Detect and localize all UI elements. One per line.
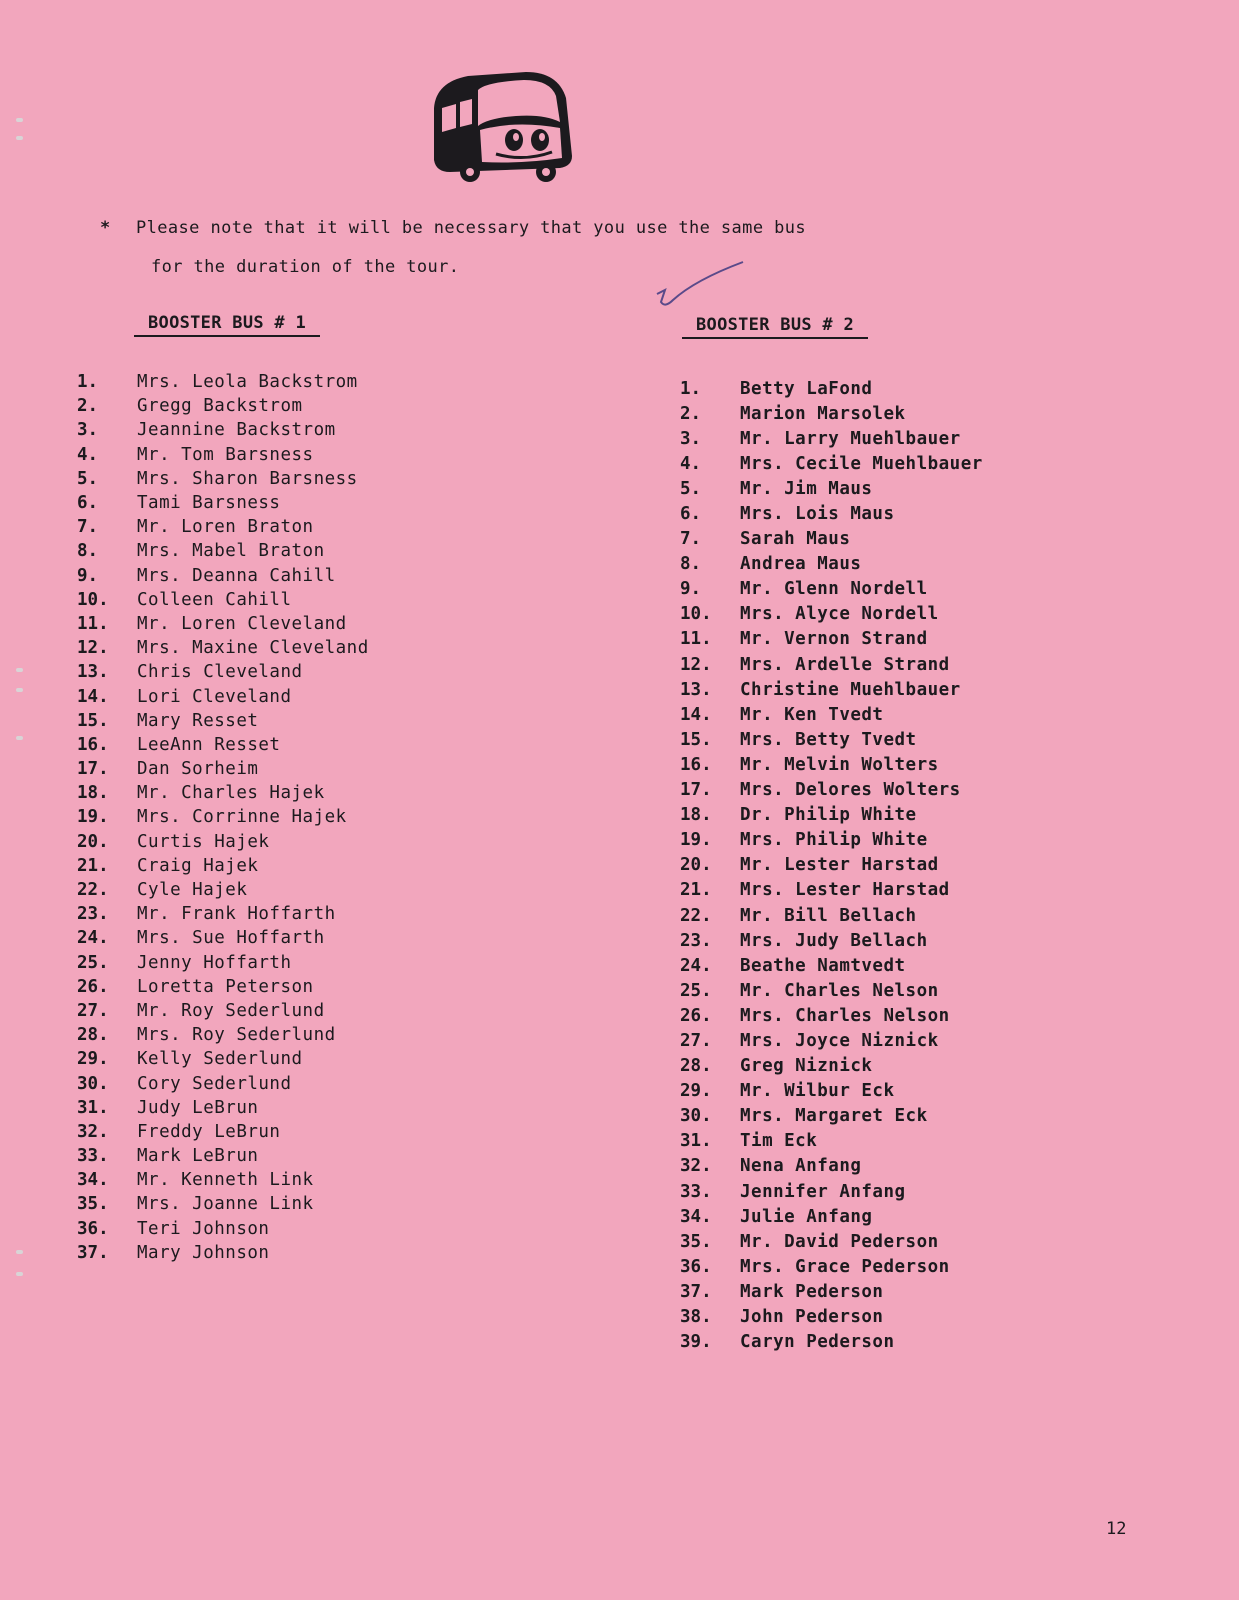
passenger-list-item xyxy=(77,684,369,708)
passenger-name: Mrs. Betty Tvedt xyxy=(740,729,917,750)
passenger-number: 33. xyxy=(680,1181,712,1202)
passenger-number: 4. xyxy=(680,453,702,474)
passenger-number: 24. xyxy=(77,928,109,949)
passenger-number: 1. xyxy=(77,372,99,393)
note-line-2: for the duration of the tour. xyxy=(151,257,460,277)
passenger-name: Mrs. Margaret Eck xyxy=(740,1106,928,1127)
passenger-name: Mrs. Sue Hoffarth xyxy=(137,928,325,949)
passenger-list-item xyxy=(77,564,369,588)
passenger-number: 30. xyxy=(77,1073,109,1094)
passenger-number: 15. xyxy=(77,710,109,731)
passenger-number: 2. xyxy=(77,396,99,417)
passenger-list-item xyxy=(77,1217,369,1241)
passenger-list-item xyxy=(77,515,369,539)
passenger-name: Kelly Sederlund xyxy=(137,1049,303,1070)
passenger-number: 12. xyxy=(77,638,109,659)
passenger-name: Mr. Loren Braton xyxy=(137,517,314,538)
passenger-number: 30. xyxy=(680,1106,712,1127)
passenger-number: 2. xyxy=(680,403,702,424)
passenger-name: Teri Johnson xyxy=(137,1218,270,1239)
passenger-list-item xyxy=(680,476,983,501)
passenger-number: 35. xyxy=(680,1231,712,1252)
passenger-list-item xyxy=(77,999,369,1023)
passenger-list-item xyxy=(680,401,983,426)
passenger-number: 38. xyxy=(680,1307,712,1328)
passenger-name: Beathe Namtvedt xyxy=(740,955,906,976)
passenger-list-item xyxy=(680,752,983,777)
passenger-number: 28. xyxy=(77,1025,109,1046)
passenger-name: Dan Sorheim xyxy=(137,759,259,780)
passenger-list-item xyxy=(680,1154,983,1179)
passenger-name: Mrs. Judy Bellach xyxy=(740,930,928,951)
passenger-number: 7. xyxy=(680,529,702,550)
page-number: 12 xyxy=(1106,1519,1127,1539)
passenger-list-item xyxy=(77,612,369,636)
passenger-list-item xyxy=(77,902,369,926)
passenger-list-item xyxy=(680,1054,983,1079)
passenger-name: Betty LaFond xyxy=(740,378,873,399)
passenger-number: 10. xyxy=(77,589,109,610)
passenger-name: Mrs. Sharon Barsness xyxy=(137,468,358,489)
passenger-list-item xyxy=(680,953,983,978)
passenger-list-item xyxy=(77,660,369,684)
passenger-list-item xyxy=(680,1330,983,1355)
passenger-number: 31. xyxy=(77,1097,109,1118)
passenger-list-item xyxy=(680,978,983,1003)
passenger-list-item xyxy=(77,443,369,467)
passenger-number: 16. xyxy=(680,754,712,775)
passenger-name: Mrs. Joyce Niznick xyxy=(740,1030,939,1051)
passenger-number: 36. xyxy=(77,1218,109,1239)
passenger-number: 9. xyxy=(77,565,99,586)
passenger-list-item xyxy=(680,1104,983,1129)
passenger-number: 19. xyxy=(680,830,712,851)
passenger-name: Mrs. Lois Maus xyxy=(740,504,895,525)
note-asterisk: * xyxy=(100,218,111,238)
passenger-list-item xyxy=(680,803,983,828)
passenger-list-item xyxy=(680,451,983,476)
passenger-number: 1. xyxy=(680,378,702,399)
tour-note xyxy=(100,218,806,238)
passenger-list-item xyxy=(77,951,369,975)
passenger-list-item xyxy=(680,928,983,953)
passenger-number: 35. xyxy=(77,1194,109,1215)
passenger-name: Mrs. Leola Backstrom xyxy=(137,372,358,393)
passenger-name: Loretta Peterson xyxy=(137,976,314,997)
binder-hole xyxy=(16,118,23,122)
passenger-name: Mrs. Alyce Nordell xyxy=(740,604,939,625)
passenger-name: Mrs. Philip White xyxy=(740,830,928,851)
passenger-number: 18. xyxy=(77,783,109,804)
passenger-name: Freddy LeBrun xyxy=(137,1121,281,1142)
passenger-number: 39. xyxy=(680,1332,712,1353)
passenger-number: 26. xyxy=(680,1005,712,1026)
check-mark-icon xyxy=(655,260,755,320)
passenger-list-item xyxy=(680,602,983,627)
passenger-number: 5. xyxy=(680,478,702,499)
passenger-list-item xyxy=(77,588,369,612)
passenger-list-item xyxy=(680,1304,983,1329)
passenger-number: 28. xyxy=(680,1056,712,1077)
passenger-name: Mrs. Ardelle Strand xyxy=(740,654,950,675)
passenger-number: 25. xyxy=(680,980,712,1001)
passenger-name: Lori Cleveland xyxy=(137,686,292,707)
passenger-number: 6. xyxy=(77,493,99,514)
passenger-name: Mrs. Charles Nelson xyxy=(740,1005,950,1026)
passenger-name: Mr. Bill Bellach xyxy=(740,905,917,926)
passenger-number: 32. xyxy=(77,1121,109,1142)
bus-2-passenger-list xyxy=(680,376,983,1355)
passenger-number: 13. xyxy=(77,662,109,683)
bus-1-passenger-list xyxy=(77,370,369,1265)
binder-hole xyxy=(16,136,23,140)
passenger-name: Marion Marsolek xyxy=(740,403,906,424)
passenger-list-item xyxy=(680,426,983,451)
passenger-name: Mrs. Joanne Link xyxy=(137,1194,314,1215)
passenger-list-item xyxy=(77,1192,369,1216)
passenger-name: Gregg Backstrom xyxy=(137,396,303,417)
passenger-list-item xyxy=(680,1003,983,1028)
passenger-list-item xyxy=(680,552,983,577)
passenger-number: 8. xyxy=(77,541,99,562)
passenger-number: 22. xyxy=(680,905,712,926)
passenger-number: 37. xyxy=(77,1242,109,1263)
bus-2-title: BOOSTER BUS # 2 xyxy=(682,315,868,339)
passenger-name: Julie Anfang xyxy=(740,1206,873,1227)
passenger-name: Sarah Maus xyxy=(740,529,851,550)
passenger-number: 5. xyxy=(77,468,99,489)
passenger-name: Mrs. Corrinne Hajek xyxy=(137,807,347,828)
passenger-number: 32. xyxy=(680,1156,712,1177)
passenger-number: 34. xyxy=(77,1170,109,1191)
passenger-number: 26. xyxy=(77,976,109,997)
passenger-number: 21. xyxy=(77,855,109,876)
passenger-list-item xyxy=(680,727,983,752)
passenger-name: Mrs. Roy Sederlund xyxy=(137,1025,336,1046)
passenger-list-item xyxy=(680,1028,983,1053)
note-line-1: Please note that it will be necessary that you use the same bus xyxy=(136,218,806,238)
passenger-list-item xyxy=(77,394,369,418)
passenger-number: 37. xyxy=(680,1281,712,1302)
passenger-name: Mrs. Cecile Muehlbauer xyxy=(740,453,983,474)
passenger-list-item xyxy=(77,757,369,781)
passenger-list-item xyxy=(680,1079,983,1104)
passenger-list-item xyxy=(77,830,369,854)
passenger-name: Mark Pederson xyxy=(740,1281,884,1302)
passenger-list-item xyxy=(680,702,983,727)
passenger-list-item xyxy=(680,1179,983,1204)
passenger-number: 27. xyxy=(680,1030,712,1051)
passenger-list-item xyxy=(680,1279,983,1304)
passenger-name: Mr. Frank Hoffarth xyxy=(137,904,336,925)
passenger-name: Nena Anfang xyxy=(740,1156,862,1177)
passenger-list-item xyxy=(77,1168,369,1192)
passenger-name: Mrs. Mabel Braton xyxy=(137,541,325,562)
passenger-list-item xyxy=(680,878,983,903)
passenger-number: 12. xyxy=(680,654,712,675)
passenger-name: Mr. Kenneth Link xyxy=(137,1170,314,1191)
passenger-number: 9. xyxy=(680,579,702,600)
passenger-list-item xyxy=(77,733,369,757)
passenger-name: LeeAnn Resset xyxy=(137,734,281,755)
passenger-number: 29. xyxy=(680,1081,712,1102)
passenger-number: 21. xyxy=(680,880,712,901)
passenger-list-item xyxy=(680,1204,983,1229)
passenger-number: 19. xyxy=(77,807,109,828)
passenger-list-item xyxy=(680,577,983,602)
passenger-name: Andrea Maus xyxy=(740,554,862,575)
passenger-number: 25. xyxy=(77,952,109,973)
passenger-number: 20. xyxy=(680,855,712,876)
passenger-number: 3. xyxy=(680,428,702,449)
passenger-name: Mrs. Lester Harstad xyxy=(740,880,950,901)
passenger-list-item xyxy=(77,1144,369,1168)
passenger-name: Mrs. Deanna Cahill xyxy=(137,565,336,586)
passenger-name: Mr. Charles Nelson xyxy=(740,980,939,1001)
passenger-name: Mr. Melvin Wolters xyxy=(740,754,939,775)
passenger-number: 29. xyxy=(77,1049,109,1070)
passenger-name: Chris Cleveland xyxy=(137,662,303,683)
passenger-name: Mr. Roy Sederlund xyxy=(137,1000,325,1021)
passenger-list-item xyxy=(680,853,983,878)
passenger-name: Colleen Cahill xyxy=(137,589,292,610)
passenger-name: Mr. Loren Cleveland xyxy=(137,613,347,634)
passenger-name: Mr. Wilbur Eck xyxy=(740,1081,895,1102)
passenger-number: 3. xyxy=(77,420,99,441)
passenger-list-item xyxy=(77,1096,369,1120)
passenger-number: 8. xyxy=(680,554,702,575)
passenger-number: 13. xyxy=(680,679,712,700)
passenger-name: Jeannine Backstrom xyxy=(137,420,336,441)
passenger-number: 11. xyxy=(680,629,712,650)
passenger-list-item xyxy=(77,539,369,563)
passenger-name: Mr. Lester Harstad xyxy=(740,855,939,876)
passenger-number: 24. xyxy=(680,955,712,976)
bus-illustration-icon xyxy=(426,68,576,184)
passenger-name: Caryn Pederson xyxy=(740,1332,895,1353)
binder-hole xyxy=(16,688,23,692)
passenger-list-item xyxy=(77,926,369,950)
binder-hole xyxy=(16,1272,23,1276)
passenger-name: Jenny Hoffarth xyxy=(137,952,292,973)
passenger-name: Curtis Hajek xyxy=(137,831,270,852)
passenger-list-item xyxy=(77,370,369,394)
passenger-name: Tami Barsness xyxy=(137,493,281,514)
passenger-list-item xyxy=(680,1129,983,1154)
passenger-list-item xyxy=(77,975,369,999)
passenger-list-item xyxy=(680,828,983,853)
passenger-number: 23. xyxy=(680,930,712,951)
passenger-number: 22. xyxy=(77,880,109,901)
binder-hole xyxy=(16,1250,23,1254)
passenger-number: 16. xyxy=(77,734,109,755)
passenger-name: Mrs. Maxine Cleveland xyxy=(137,638,369,659)
passenger-list-item xyxy=(680,677,983,702)
passenger-name: Mr. Ken Tvedt xyxy=(740,704,884,725)
passenger-number: 27. xyxy=(77,1000,109,1021)
passenger-name: Mr. Tom Barsness xyxy=(137,444,314,465)
passenger-list-item xyxy=(77,1023,369,1047)
passenger-list-item xyxy=(77,1241,369,1265)
passenger-name: Mark LeBrun xyxy=(137,1146,259,1167)
passenger-number: 36. xyxy=(680,1256,712,1277)
passenger-list-item xyxy=(77,781,369,805)
passenger-list-item xyxy=(77,709,369,733)
passenger-name: Cory Sederlund xyxy=(137,1073,292,1094)
passenger-number: 20. xyxy=(77,831,109,852)
passenger-list-item xyxy=(77,418,369,442)
passenger-list-item xyxy=(77,1047,369,1071)
binder-hole xyxy=(16,668,23,672)
passenger-number: 23. xyxy=(77,904,109,925)
bus-1-title: BOOSTER BUS # 1 xyxy=(134,313,320,337)
passenger-list-item xyxy=(77,1120,369,1144)
passenger-number: 4. xyxy=(77,444,99,465)
passenger-number: 18. xyxy=(680,805,712,826)
passenger-list-item xyxy=(680,501,983,526)
passenger-name: Dr. Philip White xyxy=(740,805,917,826)
passenger-number: 33. xyxy=(77,1146,109,1167)
passenger-list-item xyxy=(77,1071,369,1095)
passenger-number: 11. xyxy=(77,613,109,634)
passenger-name: Mary Johnson xyxy=(137,1242,270,1263)
passenger-name: Mr. David Pederson xyxy=(740,1231,939,1252)
passenger-list-item xyxy=(680,376,983,401)
passenger-name: John Pederson xyxy=(740,1307,884,1328)
passenger-name: Mr. Glenn Nordell xyxy=(740,579,928,600)
passenger-number: 7. xyxy=(77,517,99,538)
passenger-list-item xyxy=(77,491,369,515)
passenger-list-item xyxy=(680,1254,983,1279)
passenger-name: Craig Hajek xyxy=(137,855,259,876)
passenger-number: 14. xyxy=(77,686,109,707)
passenger-name: Mary Resset xyxy=(137,710,259,731)
passenger-number: 14. xyxy=(680,704,712,725)
binder-hole xyxy=(16,736,23,740)
passenger-list-item xyxy=(680,527,983,552)
passenger-list-item xyxy=(680,778,983,803)
passenger-name: Mrs. Delores Wolters xyxy=(740,780,961,801)
passenger-number: 6. xyxy=(680,504,702,525)
passenger-name: Judy LeBrun xyxy=(137,1097,259,1118)
passenger-list-item xyxy=(77,805,369,829)
passenger-list-item xyxy=(77,467,369,491)
passenger-list-item xyxy=(77,878,369,902)
passenger-list-item xyxy=(680,903,983,928)
passenger-number: 34. xyxy=(680,1206,712,1227)
passenger-name: Greg Niznick xyxy=(740,1056,873,1077)
passenger-name: Mr. Charles Hajek xyxy=(137,783,325,804)
passenger-list-item xyxy=(680,652,983,677)
passenger-name: Christine Muehlbauer xyxy=(740,679,961,700)
passenger-number: 31. xyxy=(680,1131,712,1152)
passenger-name: Mr. Larry Muehlbauer xyxy=(740,428,961,449)
passenger-list-item xyxy=(680,1229,983,1254)
passenger-number: 17. xyxy=(77,759,109,780)
passenger-list-item xyxy=(680,627,983,652)
passenger-name: Tim Eck xyxy=(740,1131,818,1152)
passenger-name: Mrs. Grace Pederson xyxy=(740,1256,950,1277)
passenger-list-item xyxy=(77,636,369,660)
passenger-list-item xyxy=(77,854,369,878)
passenger-name: Jennifer Anfang xyxy=(740,1181,906,1202)
passenger-name: Mr. Jim Maus xyxy=(740,478,873,499)
passenger-name: Cyle Hajek xyxy=(137,880,248,901)
passenger-number: 17. xyxy=(680,780,712,801)
passenger-number: 10. xyxy=(680,604,712,625)
passenger-name: Mr. Vernon Strand xyxy=(740,629,928,650)
passenger-number: 15. xyxy=(680,729,712,750)
